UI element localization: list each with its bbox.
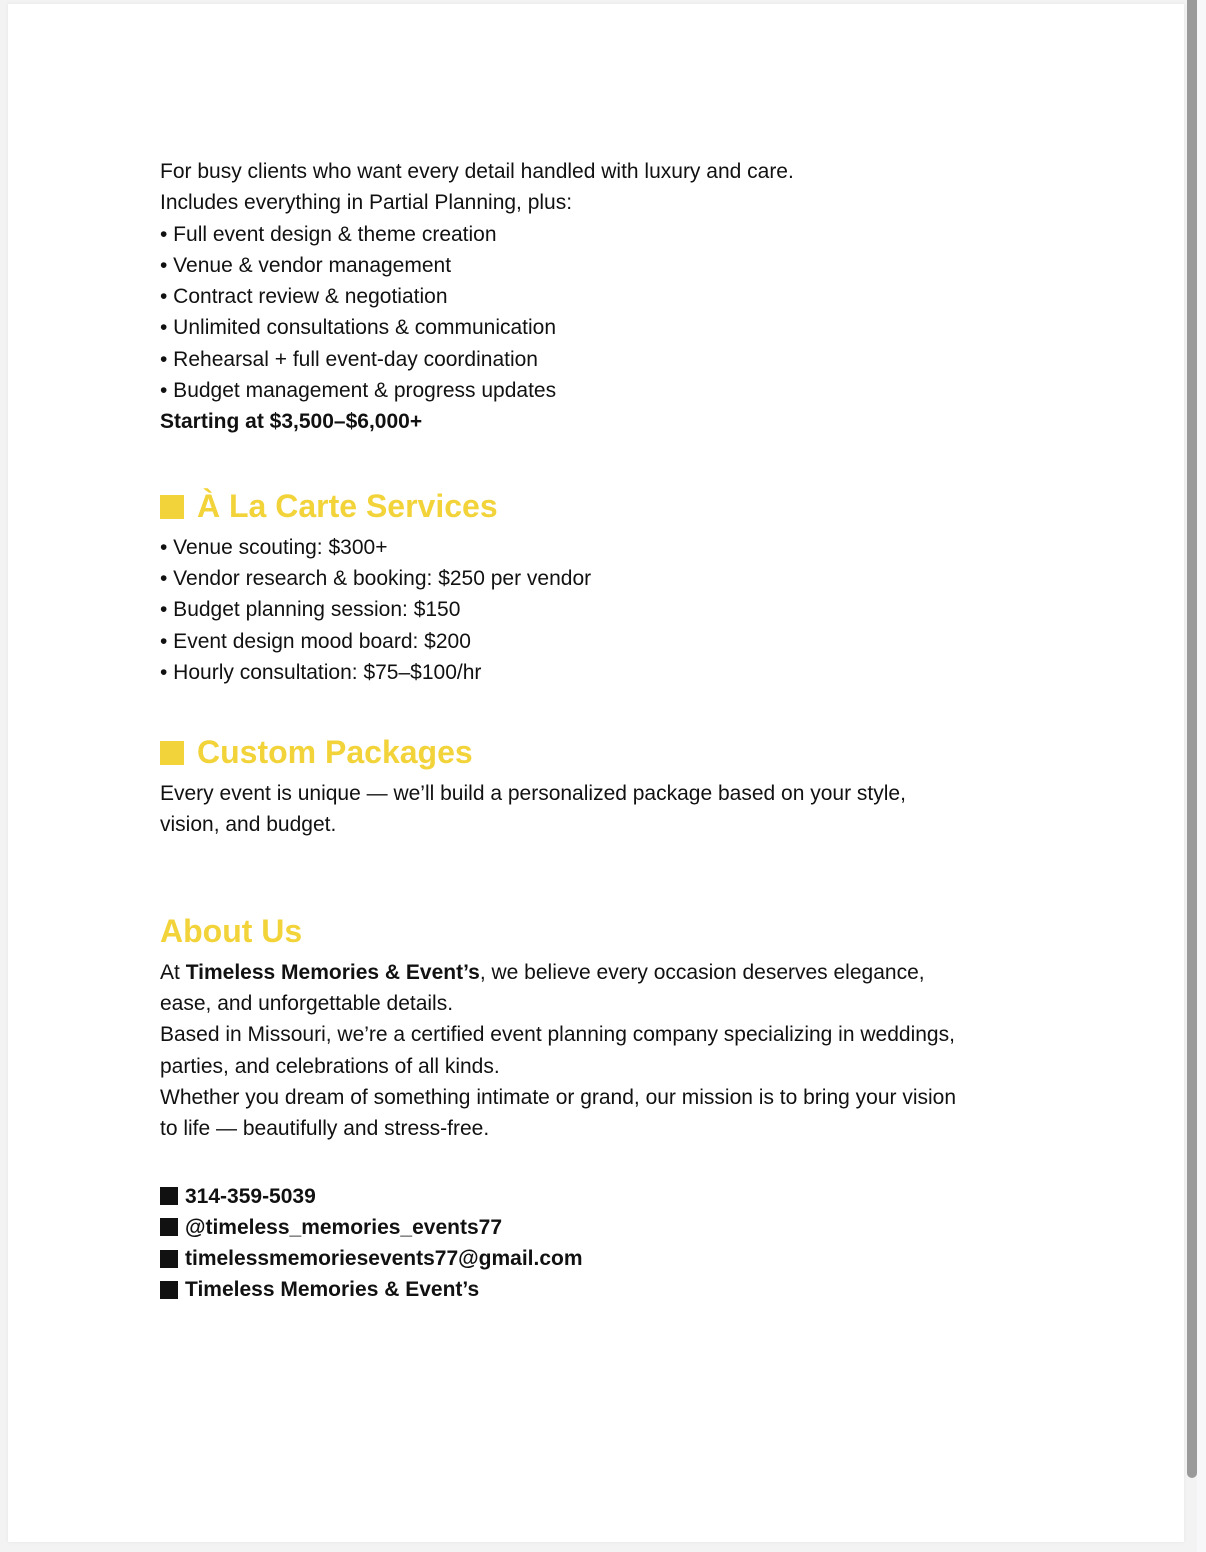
list-item: • Budget management & progress updates — [160, 379, 557, 403]
scrollbar-track[interactable] — [1197, 0, 1206, 1552]
document-content — [160, 156, 1060, 1306]
list-item: • Venue scouting: $300+ — [160, 535, 388, 559]
company-name: Timeless Memories & Event’s — [185, 960, 480, 984]
square-bullet-icon — [160, 1250, 178, 1268]
contact-social-text: @timeless_memories_events77 — [185, 1215, 502, 1239]
scrollbar-thumb[interactable] — [1187, 0, 1197, 1478]
custom-packages-heading-text: Custom Packages — [197, 734, 473, 771]
contact-business — [160, 1274, 1060, 1305]
contact-phone — [160, 1181, 1060, 1212]
square-bullet-icon — [160, 1218, 178, 1236]
list-item: • Vendor research & booking: $250 per vendor — [160, 566, 592, 590]
paragraph-line: ease, and unforgettable details. — [160, 992, 454, 1016]
a-la-carte-heading — [160, 486, 1060, 526]
full-planning-intro: For busy clients who want every detail handled with luxury and care. — [160, 160, 794, 183]
list-item: • Contract review & negotiation — [160, 285, 448, 309]
about-us-heading-text: About Us — [160, 912, 303, 949]
square-bullet-icon — [160, 1281, 178, 1299]
a-la-carte-heading-text: À La Carte Services — [197, 487, 498, 524]
list-item: • Full event design & theme creation — [160, 222, 497, 246]
contact-phone-text: 314-359-5039 — [185, 1184, 316, 1208]
paragraph-line: Based in Missouri, we’re a certified event planning company specializing in weddings, — [160, 1023, 955, 1047]
paragraph-line — [160, 957, 1060, 988]
contact-email — [160, 1243, 1060, 1274]
paragraph-line: to life — beautifully and stress-free. — [160, 1117, 490, 1141]
full-planning-price: Starting at $3,500–$6,000+ — [160, 410, 423, 434]
about-us-heading — [160, 911, 1060, 951]
square-bullet-icon — [160, 1187, 178, 1205]
yellow-square-icon — [160, 495, 184, 519]
full-planning-includes: Includes everything in Partial Planning, plus: — [160, 191, 573, 215]
full-planning-section — [160, 156, 1060, 438]
list-item: • Unlimited consultations & communication — [160, 316, 557, 340]
document-page — [8, 4, 1184, 1542]
list-item: • Event design mood board: $200 — [160, 629, 471, 653]
about-prefix: At — [160, 960, 186, 984]
about-suffix: , we believe every occasion deserves elegance, — [479, 960, 925, 984]
paragraph-line: parties, and celebrations of all kinds. — [160, 1054, 500, 1078]
contact-business-text: Timeless Memories & Event’s — [185, 1278, 480, 1302]
paragraph-line: Every event is unique — we’ll build a personalized package based on your style, — [160, 782, 906, 806]
about-us-body — [160, 957, 1060, 1145]
yellow-square-icon — [160, 741, 184, 765]
list-item: • Hourly consultation: $75–$100/hr — [160, 660, 482, 684]
list-item: • Venue & vendor management — [160, 253, 452, 277]
contact-list — [160, 1181, 1060, 1306]
contact-social — [160, 1212, 1060, 1243]
a-la-carte-list — [160, 532, 1060, 688]
custom-packages-heading — [160, 732, 1060, 772]
custom-packages-body — [160, 778, 1060, 841]
paragraph-line: Whether you dream of something intimate or grand, our mission is to bring your vision — [160, 1085, 957, 1109]
contact-email-text: timelessmemoriesevents77@gmail.com — [185, 1247, 583, 1271]
list-item: • Budget planning session: $150 — [160, 598, 461, 622]
list-item: • Rehearsal + full event-day coordination — [160, 347, 538, 371]
paragraph-line: vision, and budget. — [160, 813, 337, 837]
